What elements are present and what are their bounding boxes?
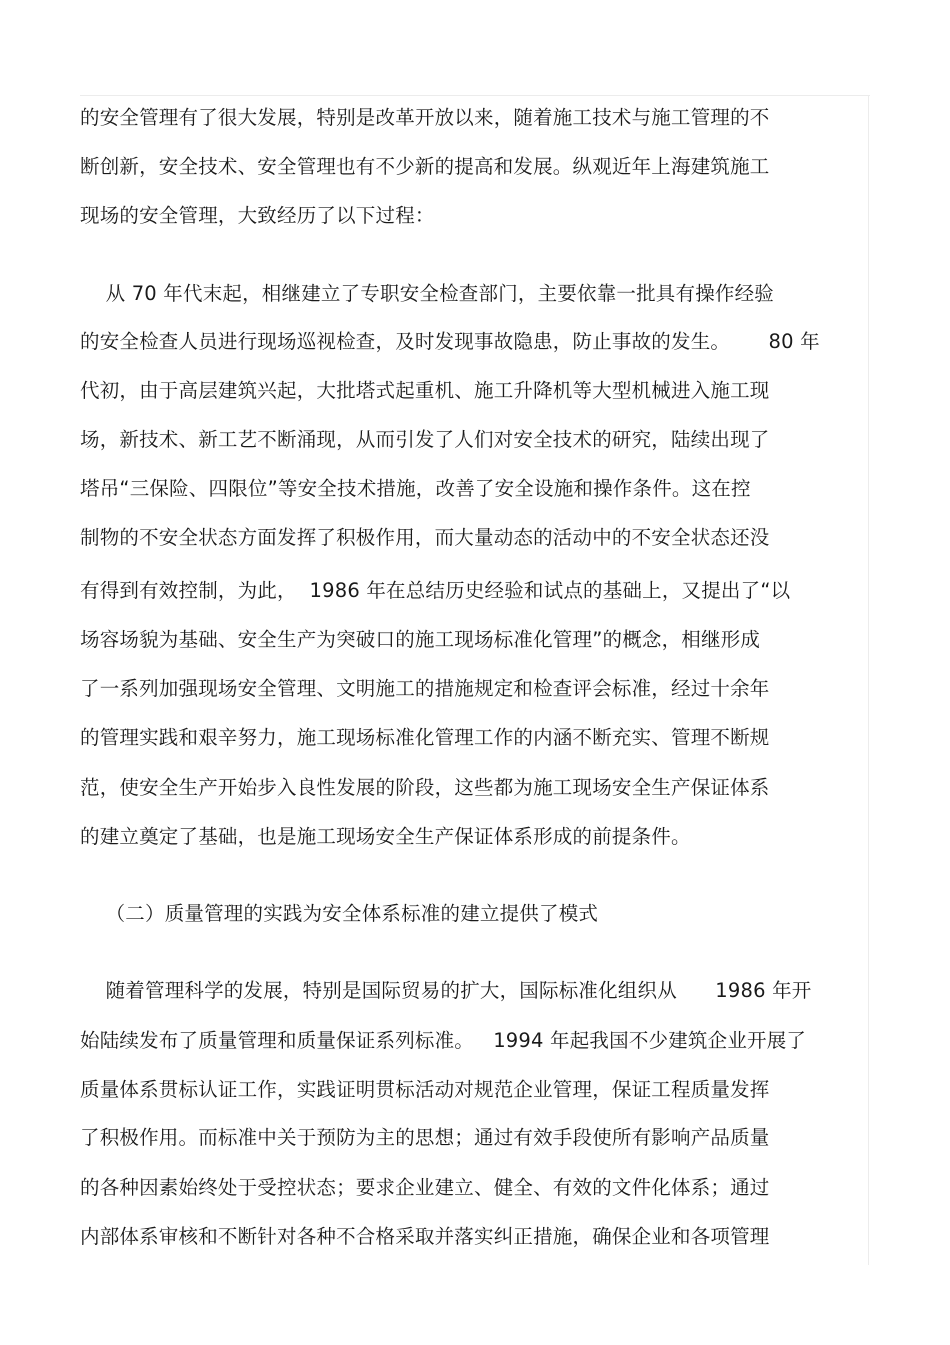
paragraph-2-line-4: 场，新技术、新工艺不断涌现，从而引发了人们对安全技术的研究，陆续出现了 <box>80 428 770 451</box>
paragraph-2-line-3: 代初，由于高层建筑兴起，大批塔式起重机、施工升降机等大型机械进入施工现 <box>80 379 770 402</box>
page-border-right <box>868 95 869 1265</box>
paragraph-2-line-5: 塔吊“三保险、四限位”等安全技术措施，改善了安全设施和操作条件。这在控 <box>80 477 751 500</box>
paragraph-2-line-10: 的管理实践和艰辛努力，施工现场标准化管理工作的内涵不断充实、管理不断规 <box>80 726 770 749</box>
paragraph-2-line-8: 场容场貌为基础、安全生产为突破口的施工现场标准化管理”的概念，相继形成 <box>80 628 761 651</box>
page-border-top <box>80 95 870 96</box>
paragraph-2-line-1: 从 70 年代末起，相继建立了专职安全检查部门，主要依靠一批具有操作经验 <box>80 282 775 305</box>
paragraph-2-line-7: 有得到有效控制，为此， 1986 年在总结历史经验和试点的基础上，又提出了“以 <box>80 579 791 602</box>
paragraph-1-line-1: 的安全管理有了很大发展，特别是改革开放以来，随着施工技术与施工管理的不 <box>80 106 770 129</box>
paragraph-1-line-3: 现场的安全管理，大致经历了以下过程： <box>80 204 435 227</box>
paragraph-3-line-3: 质量体系贯标认证工作，实践证明贯标活动对规范企业管理，保证工程质量发挥 <box>80 1078 770 1101</box>
paragraph-3-line-2: 始陆续发布了质量管理和质量保证系列标准。 1994 年起我国不少建筑企业开展了 <box>80 1029 807 1052</box>
paragraph-2-line-12: 的建立奠定了基础，也是施工现场安全生产保证体系形成的前提条件。 <box>80 825 691 848</box>
paragraph-3-line-5: 的各种因素始终处于受控状态；要求企业建立、健全、有效的文件化体系；通过 <box>80 1176 770 1199</box>
paragraph-2-line-6: 制物的不安全状态方面发挥了积极作用，而大量动态的活动中的不安全状态还没 <box>80 526 770 549</box>
paragraph-3-line-1: 随着管理科学的发展，特别是国际贸易的扩大，国际标准化组织从 1986 年开 <box>80 979 812 1002</box>
paragraph-3-line-6: 内部体系审核和不断针对各种不合格采取并落实纠正措施，确保企业和各项管理 <box>80 1225 770 1248</box>
paragraph-2-line-9: 了一系列加强现场安全管理、文明施工的措施规定和检查评会标准，经过十余年 <box>80 677 770 700</box>
paragraph-3-line-4: 了积极作用。而标准中关于预防为主的思想；通过有效手段使所有影响产品质量 <box>80 1126 770 1149</box>
paragraph-1-line-2: 断创新，安全技术、安全管理也有不少新的提高和发展。纵观近年上海建筑施工 <box>80 155 770 178</box>
section-heading: （二）质量管理的实践为安全体系标准的建立提供了模式 <box>80 902 599 925</box>
paragraph-2-line-11: 范，使安全生产开始步入良性发展的阶段，这些都为施工现场安全生产保证体系 <box>80 776 770 799</box>
paragraph-2-line-2: 的安全检查人员进行现场巡视检查，及时发现事故隐患，防止事故的发生。 80 年 <box>80 330 820 353</box>
